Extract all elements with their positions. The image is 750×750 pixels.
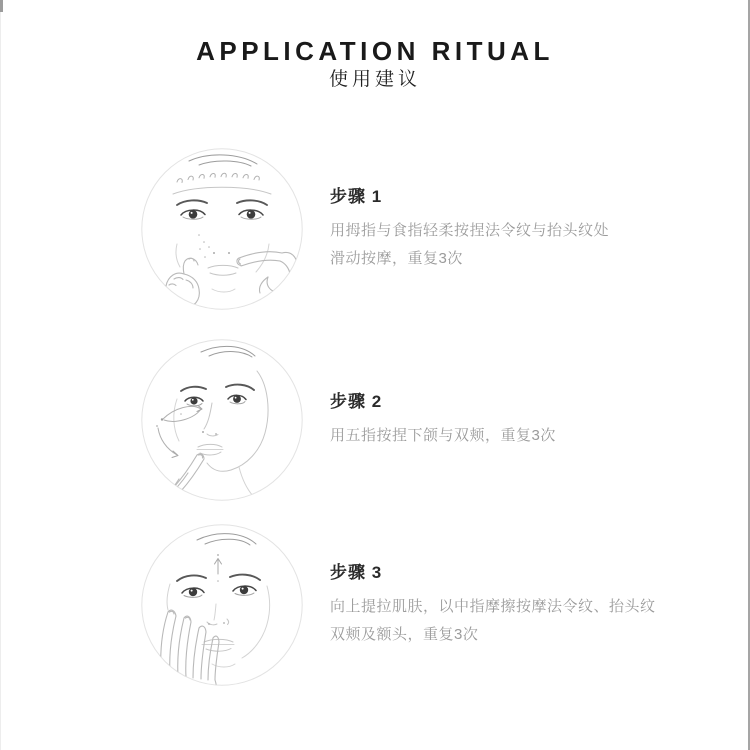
- step-3-description: [330, 593, 656, 649]
- step-1-face-line-art: [141, 148, 303, 310]
- step-1-illustration: [141, 148, 303, 310]
- step-2-text: [330, 390, 556, 449]
- step-1-description: [330, 217, 609, 273]
- step-2-description: [330, 422, 556, 450]
- step-3-illustration: [141, 524, 303, 686]
- step-1-desc-line-1: 用拇指与食指轻柔按捏法令纹与抬头纹处: [330, 221, 610, 239]
- step-3-desc-line-2: 双颊及额头，重复3次: [330, 625, 479, 643]
- top-left-scroll-mark: [0, 0, 3, 12]
- step-1-row: [0, 148, 750, 310]
- step-3-row: [0, 524, 750, 686]
- section-title-zh: 使用建议: [328, 69, 421, 90]
- step-1-text: [330, 185, 609, 272]
- step-3-text: [330, 561, 656, 648]
- step-3-label: 步骤 3: [330, 563, 383, 583]
- step-2-face-line-art: [141, 339, 303, 501]
- step-1-desc-line-2: 滑动按摩，重复3次: [330, 249, 463, 267]
- section-title-en: APPLICATION RITUAL: [196, 36, 554, 66]
- step-1-label: 步骤 1: [330, 187, 383, 207]
- step-2-desc-line-1: 用五指按捏下颌与双颊，重复3次: [330, 426, 556, 444]
- step-2-row: [0, 339, 750, 501]
- step-3-desc-line-1: 向上提拉肌肤，以中指摩擦按摩法令纹、抬头纹: [330, 597, 656, 615]
- step-2-label: 步骤 2: [330, 392, 383, 412]
- step-2-illustration: [141, 339, 303, 501]
- step-3-face-line-art: [141, 524, 303, 686]
